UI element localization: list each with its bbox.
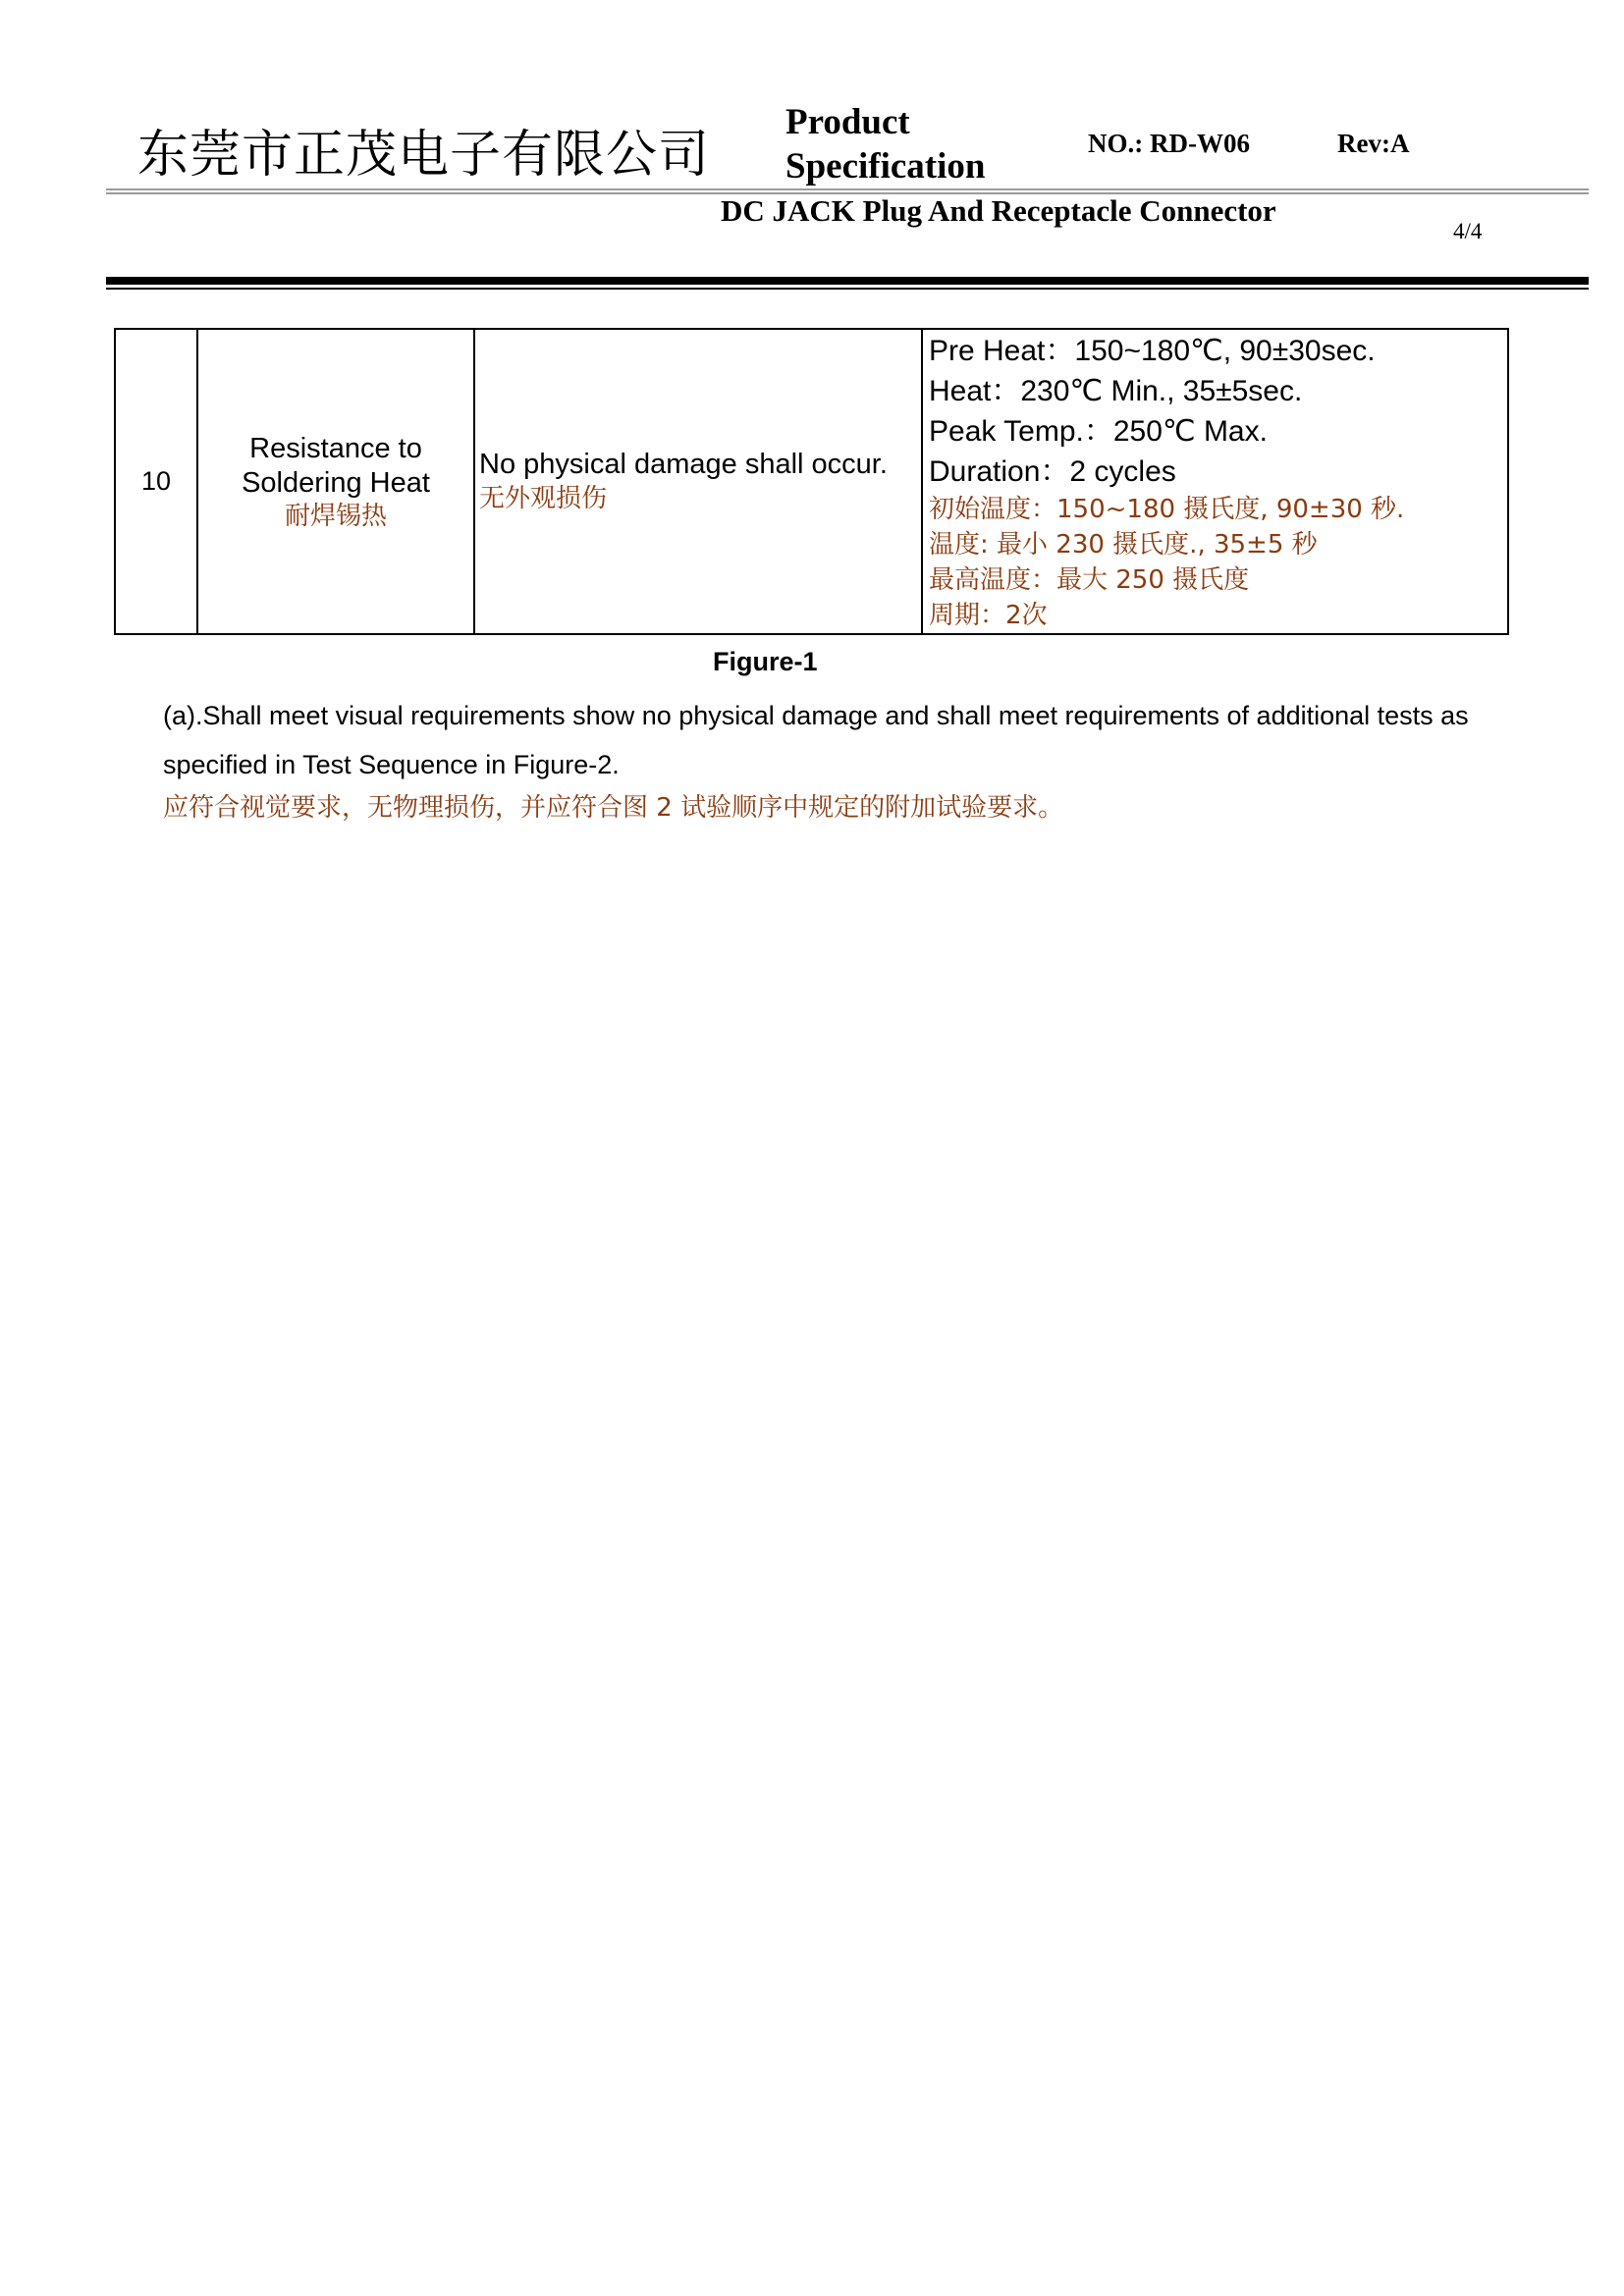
requirement [474,329,922,634]
revision: Rev:A [1337,129,1410,158]
document-subtitle: DC JACK Plug And Receptacle Connector [721,193,1276,228]
header-divider-thin [106,288,1589,290]
procedure-line-en: Peak Temp.：250℃ Max. [929,414,1268,448]
figure-caption: Figure-1 [713,647,818,676]
test-procedure [922,329,1508,634]
document-type: Product Specification [785,102,986,187]
page-number: 4/4 [1453,219,1483,243]
note-en: (a).Shall meet visual requirements show no physical damage and shall meet requirements of additional tests as specified in Test Sequence in Figure-2. [163,701,1469,779]
procedure-line-zh: 周期：2次 [929,600,1048,630]
procedure-line-en: Heat：230℃ Min., 35±5sec. [929,374,1303,407]
test-item-en-line2: Soldering Heat [242,466,430,499]
test-item [197,329,474,634]
test-item-en-line1: Resistance to [249,432,422,464]
procedure-line-zh: 最高温度：最大 250 摄氏度 [929,564,1250,595]
procedure-line-zh: 初始温度：150~180 摄氏度, 90±30 秒. [929,494,1405,524]
header-divider [106,277,1589,285]
test-number: 10 [115,329,197,634]
procedure-line-en: Pre Heat：150~180℃, 90±30sec. [929,334,1376,367]
requirement-zh: 无外观损伤 [479,484,608,513]
document-number: NO.: RD-W06 [1088,129,1250,158]
procedure-line-zh: 温度: 最小 230 摄氏度., 35±5 秒 [929,529,1318,560]
spec-table [114,328,1509,635]
requirement-en: No physical damage shall occur. [479,449,888,480]
company-name: 东莞市正茂电子有限公司 [137,126,711,185]
table-row [115,329,1508,634]
note-zh: 应符合视觉要求，无物理损伤，并应符合图 2 试验顺序中规定的附加试验要求。 [163,793,1064,823]
test-item-zh: 耐焊锡热 [284,501,387,531]
procedure-line-en: Duration：2 cycles [929,454,1176,488]
header-rule-top [106,188,1589,190]
